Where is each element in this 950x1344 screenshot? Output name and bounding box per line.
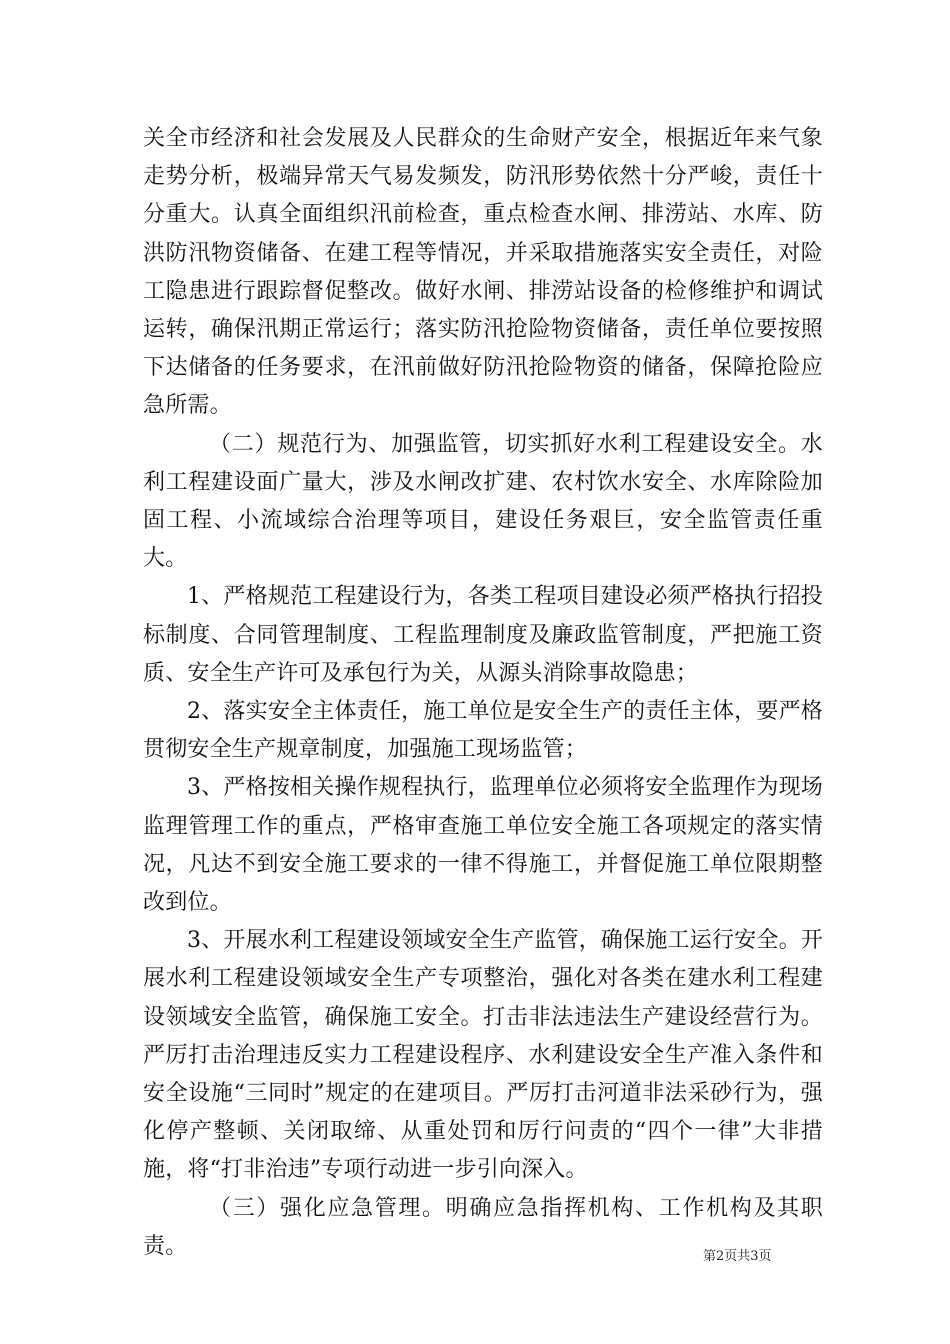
paragraph-section-three-heading: （三）强化应急管理。明确应急指挥机构、工作机构及其职责。 [143, 1195, 823, 1259]
page-number-footer: 第2页共3页 [703, 1249, 772, 1264]
paragraph-section-two-heading: （二）规范行为、加强监管，切实抓好水利工程建设安全。水利工程建设面广量大，涉及水闸改扩建、农村饮水安全、水库除险加固工程、小流域综合治理等项目，建设任务艰巨，安全监管责任重大。 [143, 431, 823, 572]
paragraph-flood-safety-continued: 关全市经济和社会发展及人民群众的生命财产安全，根据近年来气象走势分析，极端异常天气易发频发，防汛形势依然十分严峻，责任十分重大。认真全面组织汛前检查，重点检查水闸、排涝站、水库、防洪防汛物资储备、在建工程等情况，并采取措施落实安全责任，对险工隐患进行跟踪督促整改。做好水闸、排涝站设备的检修维护和调试运转，确保汛期正常运行；落实防汛抢险物资储备，责任单位要按照下达储备的任务要求，在汛前做好防汛抢险物资的储备，保障抢险应急所需。 [143, 126, 823, 419]
document-body [143, 120, 823, 1266]
paragraph-item-3-supervision: 3、严格按相关操作规程执行，监理单位必须将安全监理作为现场监理管理工作的重点，严格审查施工单位安全施工各项规定的落实情况，凡达不到安全施工要求的一律不得施工，并督促施工单位限期整改到位。 [143, 775, 823, 916]
paragraph-item-1: 1、严格规范工程建设行为，各类工程项目建设必须严格执行招投标制度、合同管理制度、工程监理制度及廉政监管制度，严把施工资质、安全生产许可及承包行为关，从源头消除事故隐患； [143, 584, 823, 686]
paragraph-item-2: 2、落实安全主体责任，施工单位是安全生产的责任主体，要严格贯彻安全生产规章制度，加强施工现场监管； [143, 699, 823, 763]
paragraph-item-3-safety-oversight: 3、开展水利工程建设领域安全生产监管，确保施工运行安全。开展水利工程建设领域安全生产专项整治，强化对各类在建水利工程建设领域安全监管，确保施工安全。打击非法违法生产建设经营行为。严厉打击治理违反实力工程建设程序、水利建设安全生产准入条件和安全设施“三同时”规定的在建项目。严厉打击河道非法采砂行为，强化停产整顿、关闭取缔、从重处罚和厉行问责的“四个一律”大非措施，将“打非治违”专项行动进一步引向深入。 [143, 928, 823, 1183]
